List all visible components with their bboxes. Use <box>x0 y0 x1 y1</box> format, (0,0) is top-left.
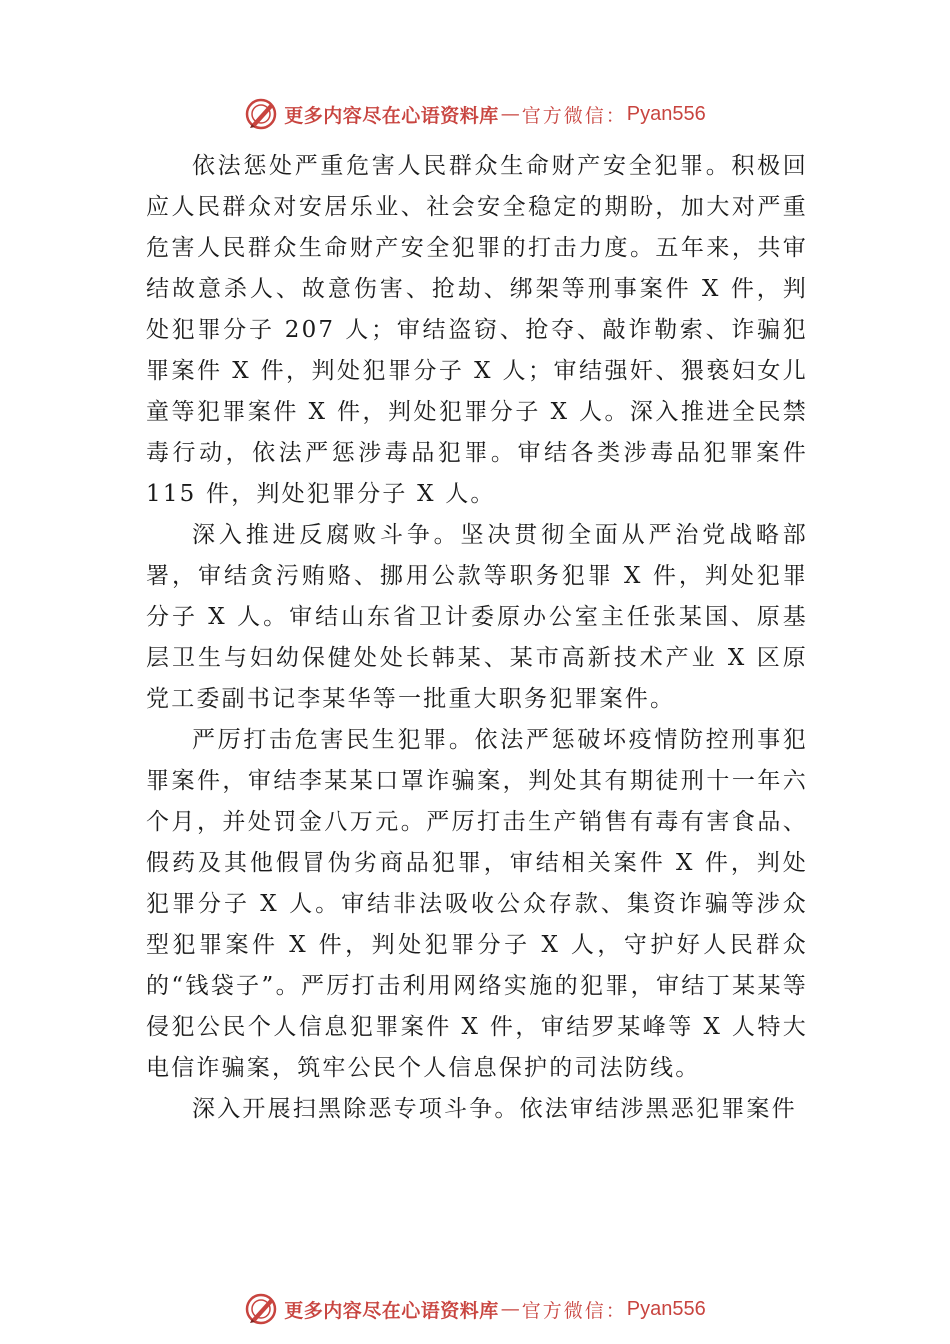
brand-logo-icon <box>244 97 278 131</box>
footer-wechat-label: 官方微信： <box>521 1299 627 1322</box>
footer-banner <box>0 1289 950 1329</box>
paragraph-anti-gang: 深入开展扫黑除恶专项斗争。依法审结涉黑恶犯罪案件 <box>192 1096 797 1122</box>
header-banner <box>0 94 950 134</box>
document-body <box>146 146 808 1130</box>
header-wechat-label: 官方微信： <box>521 104 627 127</box>
footer-separator: — <box>500 1298 520 1320</box>
paragraph-livelihood-crimes: 严厉打击危害民生犯罪。依法严惩破坏疫情防控刑事犯罪案件，审结李某某口罩诈骗案，判处其有期徒刑十一年六个月，并处罚金八万元。严厉打击生产销售有毒有害食品、假药及其他假冒伪劣商品犯罪，审结相关案件 X 件，判处犯罪分子 X 人。审结非法吸收公众存款、集资诈骗等涉众型犯罪案件 X 件，判处犯罪分子 X 人，守护好人民群众的“钱袋子”。严厉打击利用网络实施的犯罪，审结丁某某等侵犯公民个人信息犯罪案件 X 件，审结罗某峰等 X 人特大电信诈骗案，筑牢公民个人信息保护的司法防线。 <box>146 727 808 1081</box>
header-separator: — <box>500 103 520 125</box>
paragraph-anti-corruption: 深入推进反腐败斗争。坚决贯彻全面从严治党战略部署，审结贪污贿赂、挪用公款等职务犯罪 X 件，判处犯罪分子 X 人。审结山东省卫计委原办公室主任张某国、原基层卫生与妇幼保健处处长韩某、某市高新技术产业 X 区原党工委副书记李某华等一批重大职务犯罪案件。 <box>146 522 808 712</box>
paragraph-safety-crimes: 依法惩处严重危害人民群众生命财产安全犯罪。积极回应人民群众对安居乐业、社会安全稳定的期盼，加大对严重危害人民群众生命财产安全犯罪的打击力度。五年来，共审结故意杀人、故意伤害、抢劫、绑架等刑事案件 X 件，判处犯罪分子 207 人；审结盗窃、抢夺、敲诈勒索、诈骗犯罪案件 X 件，判处犯罪分子 X 人；审结强奸、猥亵妇女儿童等犯罪案件 X 件，判处犯罪分子 X 人。深入推进全民禁毒行动，依法严惩涉毒品犯罪。审结各类涉毒品犯罪案件 115 件，判处犯罪分子 X 人。 <box>146 153 808 507</box>
brand-logo-icon <box>244 1292 278 1326</box>
footer-brand-text: 更多内容尽在心语资料库 <box>284 1299 499 1322</box>
header-wechat-id: Pyan556 <box>626 102 706 125</box>
footer-wechat-id: Pyan556 <box>626 1297 706 1320</box>
header-brand-text: 更多内容尽在心语资料库 <box>284 104 499 127</box>
